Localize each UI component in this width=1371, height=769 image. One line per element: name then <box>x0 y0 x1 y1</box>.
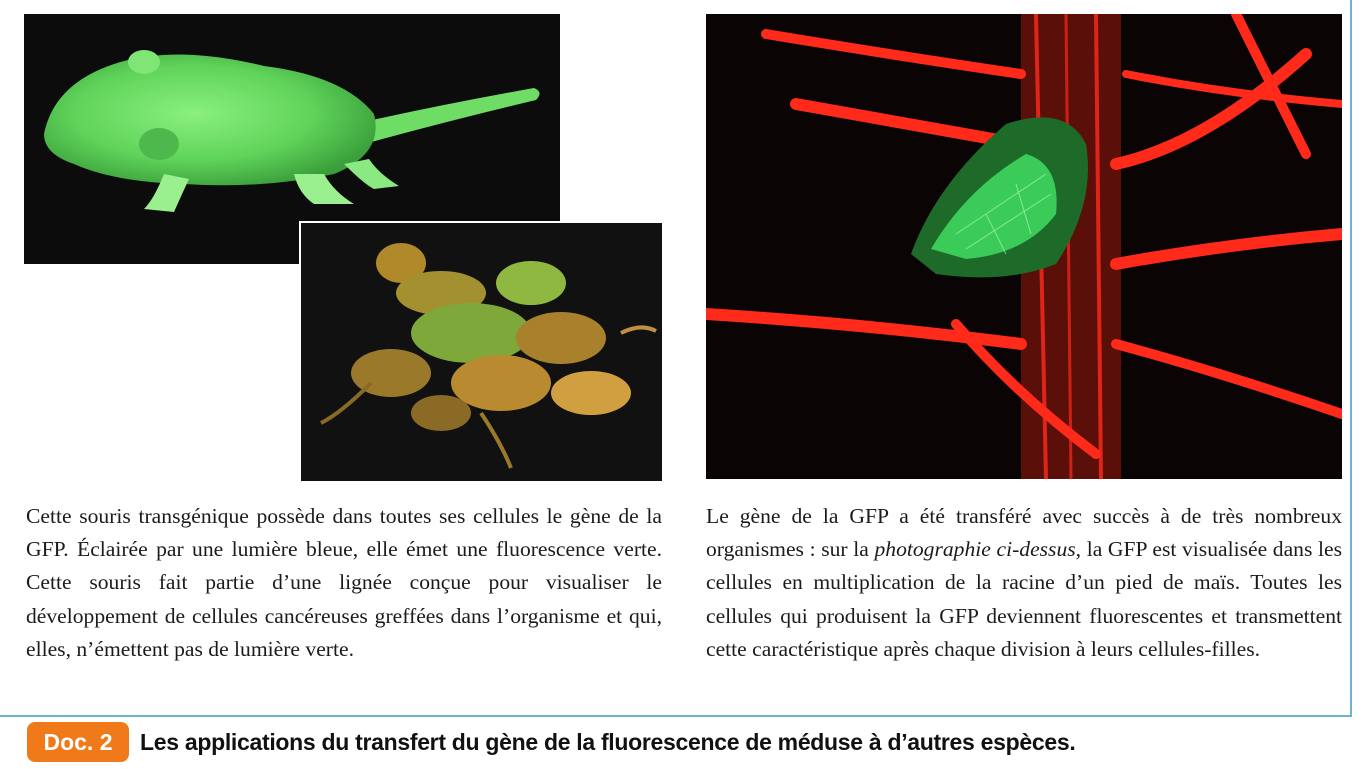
maize-root-photo <box>706 14 1342 479</box>
mouse-litter-photo <box>299 221 662 481</box>
caption-root-text-1: Le gène de la GFP a été transféré avec succès à de très nombreux organismes : sur la <box>706 504 1342 562</box>
doc-badge: Doc. 2 <box>27 722 129 762</box>
caption-mouse <box>26 500 662 666</box>
caption-root-text-2: , la GFP est visualisée dans les cellules en multiplication de la racine d’un pied de maïs. Toutes les cellules qui produisent la GFP deviennent fluorescentes et transmettent cette caractéristique après chaque division à leurs cellules-filles. <box>706 537 1342 661</box>
caption-mouse-text: Cette souris transgénique possède dans toutes ses cellules le gène de la GFP. Éclairée par une lumière bleue, elle émet une fluorescence verte. Cette souris fait partie d’une lignée conçue pour visualiser le développement de cellules cancéreuses greffées dans l’organisme et qui, elles, n’émettent pas de lumière verte. <box>26 504 662 661</box>
caption-root <box>706 500 1342 666</box>
caption-root-italic: photographie ci-dessus <box>874 537 1076 562</box>
doc-title: Les applications du transfert du gène de la fluorescence de méduse à d’autres espèces. <box>140 729 1076 755</box>
